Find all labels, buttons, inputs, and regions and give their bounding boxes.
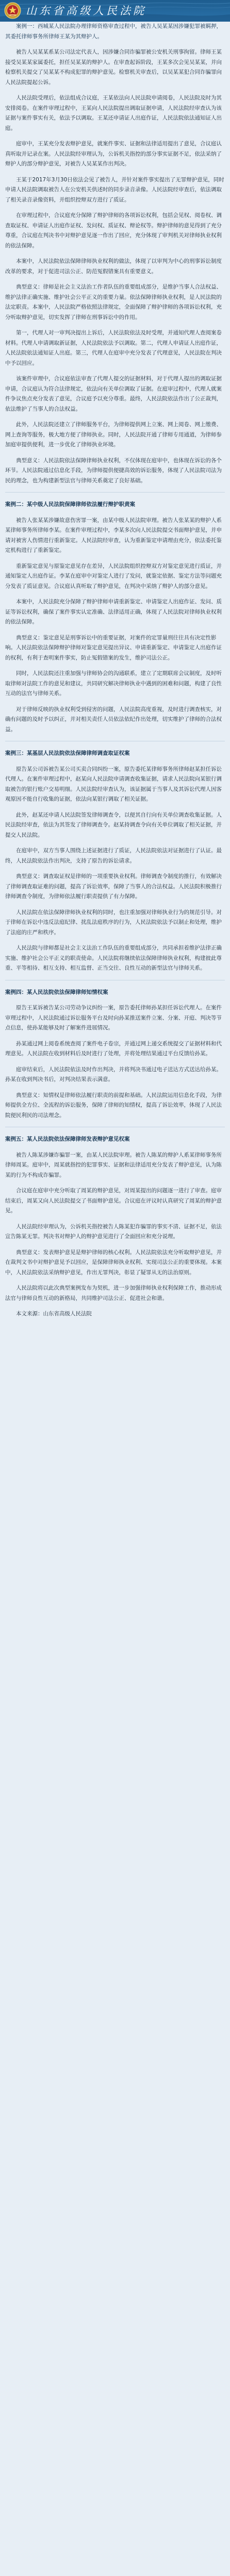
article-paragraph: 王某于2017年3月30日依法会见了被告人，并针对案件事实提出了无罪辩护意见，同时申请人民法院调取被告人在公安机关供述时的同步录音录像。人民法院经审查后，依法调取了相关录音录像资料，并组织控辩双方进行了质证。 [5,176,224,203]
article-body [0,22,230,2576]
article-paragraph: 典型意义：人民法院依法保障律师执业权利，不仅体现在庭审中，也体现在诉讼的各个环节。人民法院通过信息化手段，为律师提供便捷高效的诉讼服务，体现了人民法院司法为民的理念，也为构建新型法官与律师关系奠定了良好基础。 [5,457,222,484]
article-paragraph: 典型意义：鉴定意见是刑事诉讼中的重要证据，对案件的定罪量刑往往具有决定性影响。人民法院依法保障辩护律师对鉴定意见提出异议、申请重新鉴定、申请鉴定人出庭作证的权利，有利于查明案件事实，防止冤假错案的发生，维护司法公正。 [5,634,222,661]
article-paragraph: 本案中，人民法院充分保障了辩护律师申请重新鉴定、申请鉴定人出庭作证、发问、质证等诉讼权利，确保了案件事实认定准确、法律适用正确，体现了人民法院对律师执业权利的依法保障。 [5,599,222,625]
section-divider [5,492,225,493]
case-heading: 案例二：某中级人民法院保障律师依法履行辩护职责案 [5,501,135,507]
case-heading: 案例三：某基层人民法院依法保障律师调查取证权案 [5,750,130,756]
article-paragraph: 本文来源：山东省高级人民法院 [16,1311,92,1317]
article-paragraph: 典型意义：发表辩护意见是辩护律师的核心权利。人民法院依法充分听取辩护意见，并在裁判文书中对辩护意见予以回应，是保障律师执业权利、实现司法公正的重要体现。本案中，人民法院依法采纳辩护意见，作出无罪判决，彰显了疑罪从无的法治原则。 [5,1249,222,1276]
article-paragraph: 典型意义：调查取证权是律师的一项重要执业权利。律师调查令制度的推行，有效解决了律师调查取证难的问题，提高了诉讼效率，保障了当事人的合法权益。人民法院积极推行律师调查令制度，为律师依法履行职责提供了有力保障。 [5,873,222,900]
article-paragraph: 人民法院经审理认为，公诉机关指控被告人陈某犯诈骗罪的事实不清、证据不足，依法宣告陈某无罪。判决书对辩护人的辩护意见进行了全面回应和充分说理。 [5,1223,222,1240]
article-paragraph: 被告人陈某涉嫌诈骗罪一案，由某人民法院审理。被告人陈某的辩护人系某律师事务所律师周某。庭审中，周某就指控的犯罪事实、证据和法律适用充分发表了辩护意见，认为陈某的行为不构成诈骗罪。 [5,1151,222,1178]
article-paragraph: 重新鉴定意见与原鉴定意见存在差异，人民法院组织控辩双方对鉴定意见进行质证，并通知鉴定人出庭作证。李某在庭审中对鉴定人进行了发问，就鉴定依据、鉴定方法等问题充分发表了质证意见。合议庭认真听取了辩护意见，在判决中采纳了辩护人的部分意见。 [5,563,222,589]
article-paragraph: 典型意义：律师是社会主义法治工作者队伍的重要组成部分，是维护当事人合法权益、维护法律正确实施、维护社会公平正义的重要力量。依法保障律师执业权利，是人民法院的法定职责。本案中，人民法院严格依照法律规定，全面保障了辩护律师的各项诉讼权利，充分听取辩护意见，切实发挥了律师在刑事诉讼中的作用。 [5,284,222,320]
article-paragraph: 此外，赵某还申请人民法院签发律师调查令，以便其自行向有关单位调查收集证据。人民法院经审查，依法为其签发了律师调查令。赵某持调查令向有关单位调取了相关证据，并提交人民法院。 [5,811,222,838]
article-paragraph: 此外，人民法院还建立了律师服务平台，为律师提供网上立案、网上阅卷、网上缴费、网上查询等服务，极大地方便了律师执业。同时，人民法院开通了律师专用通道，为律师参加庭审提供便利，进一步优化了律师执业环境。 [5,421,222,448]
article-paragraph: 在审理过程中，合议庭充分保障了辩护律师的各项诉讼权利，包括会见权、阅卷权、调查取证权、申请证人出庭作证权、发问权、质证权、辩论权等。辩护律师的意见得到了充分尊重，合议庭在判决书中对辩护意见逐一作出了回应，充分体现了审判机关对律师执业权利的依法保障。 [5,212,222,249]
case-heading: 案例五：某人民法院依法保障律师发表辩护意见权案 [5,1136,130,1142]
article-paragraph: 该案件审理中，合议庭依法审查了代理人提交的证据材料，对于代理人提出的调取证据申请，合议庭认为符合法律规定，依法向有关单位调取了证据。在庭审过程中，代理人就案件争议焦点充分发表了意见，合议庭予以充分尊重。最终，人民法院依法作出了公正裁判，依法维护了当事人的合法权益。 [5,376,222,412]
article-paragraph: 被告人张某某涉嫌故意伤害罪一案，由某中级人民法院审理。被告人张某某的辩护人系某律师事务所律师李某。在案件审理过程中，李某多次向人民法院提交书面辩护意见，并申请对被害人伤情进行重新鉴定。人民法院经审查，认为重新鉴定申请理由充分，依法委托鉴定机构进行了重新鉴定。 [5,517,222,553]
article-paragraph: 人民法院将以此次典型案例发布为契机，进一步加强律师执业权利保障工作，推动形成法官与律师良性互动的新格局，共同维护司法公正、促进社会和谐。 [5,1285,222,1301]
court-name-title: 山东省高级人民法院 [26,5,146,17]
header-banner [0,0,230,22]
article-paragraph: 合议庭在庭审中充分听取了周某的辩护意见，对周某提出的问题逐一进行了审查。庭审结束后，周某又向人民法院提交了书面辩护意见。合议庭在评议时认真研究了周某的辩护意见。 [5,1188,222,1214]
article-paragraph: 孙某通过网上阅卷系统查阅了案件电子卷宗，并通过网上递交系统提交了证据材料和代理意见。人民法院在收到材料后及时进行了处理，并将处理结果通过平台反馈给孙某。 [5,1040,222,1057]
article-paragraph: 人民法院与律师都是社会主义法治工作队伍的重要组成部分，共同承担着维护法律正确实施、维护社会公平正义的职责使命。人民法院将继续依法保障律师执业权利，构建彼此尊重、平等相待、相互支持、相互监督、正当交往、良性互动的新型法官与律师关系。 [5,945,222,971]
article-paragraph: 原告王某诉被告某公司劳动争议纠纷一案，原告委托律师孙某担任诉讼代理人。在案件审理过程中，人民法院通过诉讼服务平台及时向孙某推送案件立案、分案、开庭、判决等节点信息，使孙某能够及时了解案件进展情况。 [5,1005,222,1031]
article-paragraph: 对于律师反映的执业权利受到侵害的问题，人民法院高度重视，及时进行调查核实，对确有问题的及时予以纠正，并对相关责任人员依法依纪作出处理，切实维护了律师的合法权益。 [5,706,222,733]
court-emblem-icon [4,2,21,19]
article-paragraph: 本案中，人民法院依法保障律师执业权利的做法，体现了以审判为中心的刑事诉讼制度改革的要求，对于促进司法公正、防范冤假错案具有重要意义。 [5,258,222,275]
article-paragraph: 同时，人民法院还注重加强与律师协会的沟通联系，建立了定期联席会议制度，及时听取律师对法院工作的意见和建议，共同研究解决律师执业中遇到的困难和问题，构建了良性互动的法官与律师关系。 [5,670,222,697]
article-paragraph: 典型意义：知情权是律师依法履行职责的前提和基础。人民法院运用信息化手段，为律师提供全方位、全流程的诉讼服务，保障了律师的知情权，提高了诉讼效率，体现了人民法院便民利民的司法理念。 [5,1092,222,1118]
article-paragraph: 庭审结束后，人民法院依法及时作出判决，并将判决书通过电子送达方式送达给孙某。孙某在收到判决书后，对判决结果表示满意。 [5,1066,222,1082]
article-paragraph: 人民法院受理后，依法组成合议庭，王某依法向人民法院申请阅卷，人民法院及时为其安排阅卷。在案件审理过程中，王某向人民法院提出调取证据申请，人民法院经审查认为该证据与案件事实有关，依法予以调取。王某还申请证人出庭作证，人民法院依法通知证人出庭。 [5,95,222,131]
article-paragraph: 被告人吴某某系某公司法定代表人，因涉嫌合同诈骗罪被公安机关刑事拘留。律师王某接受吴某某家属委托，担任吴某某的辩护人。在审查起诉阶段，王某多次会见吴某某，并向检察机关提交了吴某某不构成犯罪的辩护意见。检察机关审查后，以吴某某犯合同诈骗罪向人民法院提起公诉。 [5,49,222,86]
article-paragraph: 在庭审中，双方当事人围绕上述证据进行了质证，人民法院依法对证据进行了认证。最终，人民法院依法作出判决，支持了原告的诉讼请求。 [5,848,222,864]
case-heading: 案例四：某人民法院依法保障律师知情权案 [5,989,108,995]
article-paragraph: 案例一：西城某人民法院办理律师资格审查过程中，被告人吴某某因涉嫌犯罪被羁押，其委托律师事务所律师王某为其辩护人。 [5,23,222,40]
article-paragraph: 庭审中，王某充分发表辩护意见，就案件事实、证据和法律适用提出了意见，合议庭认真听取并记录在案。人民法院经审理认为，公诉机关指控的部分事实证据不足，依法采纳了辩护人的部分辩护意见，对被告人吴某某作出判决。 [5,141,222,167]
article-paragraph: 原告某公司诉被告某公司买卖合同纠纷一案，原告委托某律师事务所律师赵某担任诉讼代理人。在案件审理过程中，赵某向人民法院申请调查收集证据，请求人民法院向某银行调取被告的银行账户交易明细。人民法院经审查认为，该证据属于当事人及其诉讼代理人因客观原因不能自行收集的证据，依法向某银行调取了相关证据。 [5,766,222,802]
article-paragraph: 第一，代理人对一审判决提出上诉后，人民法院依法及时受理，并通知代理人查阅案卷材料。代理人申请调取新证据，人民法院依法予以调取。第二，代理人申请证人出庭作证，人民法院依法通知证人出庭。第三，代理人在庭审中充分发表了代理意见，人民法院在判决中予以回应。 [5,330,222,366]
article-paragraph: 人民法院在依法保障律师执业权利的同时，也注重加强对律师执业行为的规范引导。对于律师在诉讼中违反法庭纪律、扰乱法庭秩序的行为，人民法院依法予以制止和处理，维护了法庭的庄严和秩序。 [5,909,222,936]
